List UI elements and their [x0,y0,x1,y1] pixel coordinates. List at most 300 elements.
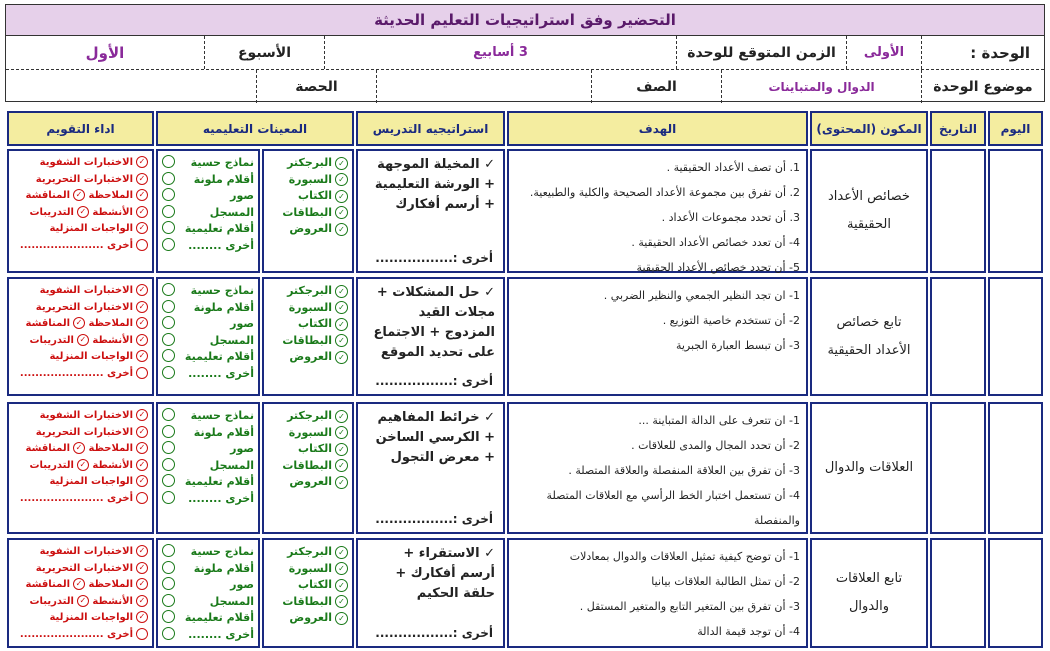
col-strategy: استراتيجيه التدريس [356,111,505,146]
circle-icon [162,610,175,623]
strategy-text: ✓ المخيلة الموجهة + الورشة التعليمية + أرسم أفكارك [374,157,495,212]
check-icon: ✓ [77,459,89,471]
resource-label: العروض [289,222,332,235]
period-value [6,70,256,103]
circle-icon [162,221,175,234]
check-icon: ✓ [73,317,85,329]
circle-icon [162,458,175,471]
duration-value: 3 أسابيع [324,36,676,69]
evaluation-label: التدريبات [29,595,74,607]
check-icon: ✓ [136,334,148,346]
resource-item[interactable] [162,349,254,366]
circle-icon [136,628,148,640]
resource-item[interactable] [268,316,348,333]
resource-item[interactable] [268,408,348,425]
evaluation-cell [7,402,154,534]
check-icon: ✓ [73,442,85,454]
evaluation-label: أخرى ...................... [19,367,133,379]
evaluation-item[interactable] [13,238,148,255]
resource-item[interactable] [162,610,254,627]
check-icon: ✓ [335,579,348,592]
evaluation-label: الواجبات المنزلية [49,223,133,234]
circle-icon [162,238,175,251]
check-icon: ✓ [335,318,348,331]
resource-label: البرجكتر [287,156,332,169]
resource-item[interactable] [162,441,254,458]
check-icon: ✓ [136,545,148,557]
resource-item[interactable] [162,561,254,578]
check-icon: ✓ [136,409,148,421]
circle-icon [162,425,175,438]
resource-label: الكتاب [298,189,332,202]
day-cell[interactable] [988,277,1043,396]
resource-label: البرجكتر [287,284,332,297]
resources-right-cell [262,402,354,534]
evaluation-item[interactable] [13,333,148,350]
evaluation-label: أخرى ...................... [19,492,133,504]
goal-item: 5- أن تحدد خصائص الأعداد الحقيقية [636,261,800,274]
evaluation-item[interactable] [13,594,148,611]
evaluation-label: المناقشة [25,318,71,329]
check-icon: ✓ [335,443,348,456]
check-icon: ✓ [136,206,148,218]
evaluation-item[interactable] [13,408,148,425]
evaluation-label: المناقشة [25,190,71,201]
resource-label: العروض [289,611,332,624]
circle-icon [162,205,175,218]
circle-icon [136,239,148,251]
resource-item[interactable] [268,155,348,172]
check-icon: ✓ [335,285,348,298]
resource-label: صور [230,442,254,455]
resource-item[interactable] [162,283,254,300]
date-cell[interactable] [930,402,986,534]
evaluation-item[interactable] [13,366,148,383]
strategy-cell [356,149,505,273]
resource-item[interactable] [268,333,348,350]
evaluation-item[interactable] [13,221,148,238]
resource-item[interactable] [268,188,348,205]
check-icon: ✓ [136,350,148,362]
day-cell[interactable] [988,538,1043,648]
resource-item[interactable] [162,594,254,611]
goal-item: 1. أن تصف الأعداد الحقيقية . [666,161,800,174]
goal-item: 3. أن تحدد مجموعات الأعداد . [661,211,800,224]
resource-label: أقلام تعليمية [184,350,254,363]
check-icon: ✓ [73,578,85,590]
week-value: الأول [85,43,125,62]
evaluation-item[interactable] [13,205,148,222]
col-goal: الهدف [507,111,808,146]
date-cell[interactable] [930,149,986,273]
evaluation-item[interactable] [13,300,148,317]
resource-label: أخرى ........ [188,627,254,641]
check-icon: ✓ [335,595,348,608]
check-icon: ✓ [136,459,148,471]
class-value [376,70,591,103]
resource-item[interactable] [162,474,254,491]
resources-right-cell [262,538,354,648]
day-cell[interactable] [988,149,1043,273]
evaluation-item[interactable] [13,316,148,333]
evaluation-label: الأنشطة [92,459,133,471]
content-text: تابع خصائص الأعداد الحقيقية [827,314,911,358]
goal-item: 1- أن توضح كيفية تمثيل العلاقات والدوال بمعادلات [569,550,800,563]
resource-item[interactable] [268,594,348,611]
col-content: المكون (المحتوى) [810,111,928,146]
circle-icon [162,155,175,168]
evaluation-item[interactable] [13,458,148,475]
header-row-1 [6,36,1044,70]
date-cell[interactable] [930,277,986,396]
resource-label: أخرى ........ [188,238,254,252]
check-icon: ✓ [136,284,148,296]
resource-label: أقلام تعليمية [184,222,254,235]
resource-item[interactable] [268,172,348,189]
resource-label: صور [230,578,254,591]
resource-label: العروض [289,350,332,363]
col-resources: المعينات التعليميه [156,111,354,146]
check-icon: ✓ [335,562,348,575]
circle-icon [162,333,175,346]
resource-label: صور [230,317,254,330]
header-row-2 [6,70,1044,103]
resource-item[interactable] [268,205,348,222]
content-cell [810,149,928,273]
goal-item: 4- أن توجد قيمة الدالة [697,625,800,638]
unit-label: الوحدة : [921,36,1044,69]
circle-icon [162,441,175,454]
evaluation-item[interactable] [13,627,148,644]
resource-item[interactable] [162,238,254,255]
resource-item[interactable] [162,188,254,205]
week-label: الأسبوع [204,36,324,69]
class-label: الصف [591,70,721,103]
col-date: التاريخ [930,111,986,146]
resource-label: البطاقات [282,333,332,347]
resource-label: أقلام تعليمية [184,475,254,488]
evaluation-item[interactable] [13,561,148,578]
resource-item[interactable] [268,349,348,366]
evaluation-item[interactable] [13,172,148,189]
evaluation-label: الواجبات المنزلية [49,476,133,487]
circle-icon [162,283,175,296]
resource-item[interactable] [268,441,348,458]
strategy-cell [356,402,505,534]
circle-icon [136,492,148,504]
evaluation-label: المناقشة [25,579,71,590]
resource-label: المسجل [209,594,254,608]
evaluation-item[interactable] [13,349,148,366]
content-text: تابع العلاقات والدوال [835,571,903,614]
check-icon: ✓ [335,190,348,203]
resources-left-cell [156,538,260,648]
check-icon: ✓ [136,222,148,234]
resource-item[interactable] [268,300,348,317]
evaluation-label: الاختبارات الشفوية [39,157,133,168]
check-icon: ✓ [136,611,148,623]
check-icon: ✓ [136,156,148,168]
circle-icon [162,366,175,379]
resources-left-cell [156,277,260,396]
resource-item[interactable] [162,458,254,475]
evaluation-label: التدريبات [29,334,74,346]
goal-item: 3- أن تبسط العبارة الجبرية [675,339,800,352]
check-icon: ✓ [136,426,148,438]
resource-label: البرجكتر [287,545,332,558]
other-label: أخرى :................. [375,374,493,388]
resource-item[interactable] [268,425,348,442]
check-icon: ✓ [335,223,348,236]
evaluation-label: التدريبات [29,459,74,471]
resource-label: البرجكتر [287,409,332,422]
check-icon: ✓ [77,334,89,346]
circle-icon [162,627,175,640]
circle-icon [162,408,175,421]
resource-item[interactable] [268,221,348,238]
check-icon: ✓ [335,206,348,219]
evaluation-label: الاختبارات التحريرية [35,301,133,313]
circle-icon [162,474,175,487]
resource-label: السبورة [288,425,332,439]
resource-label: نماذج حسية [190,409,254,422]
resource-label: المسجل [209,205,254,219]
resource-item[interactable] [268,544,348,561]
evaluation-label: التدريبات [29,206,74,218]
check-icon: ✓ [335,173,348,186]
strategy-cell [356,538,505,648]
resource-label: الكتاب [298,442,332,455]
col-evaluation: اداء التقويم [7,111,154,146]
evaluation-label: المناقشة [25,443,71,454]
goal-item: 2- أن تحدد المجال والمدى للعلاقات . [631,439,800,452]
check-icon: ✓ [136,317,148,329]
resources-right-cell [262,149,354,273]
check-icon: ✓ [73,189,85,201]
strategy-text: ✓ الاستقراء + أرسم أفكارك + حلقة الحكيم [395,546,495,601]
resource-label: نماذج حسية [190,156,254,169]
goal-item: 1- ان تجد النظير الجمعي والنظير الضربي . [603,289,800,302]
resource-item[interactable] [162,333,254,350]
resource-label: البطاقات [282,594,332,608]
unit-value: الأولى [846,36,921,69]
evaluation-label: الملاحظة [88,443,133,454]
content-cell [810,538,928,648]
resource-item[interactable] [162,577,254,594]
content-cell [810,277,928,396]
check-icon: ✓ [77,206,89,218]
check-icon: ✓ [77,595,89,607]
other-label: أخرى :................. [375,512,493,526]
goal-item: 2- أن تستخدم خاصية التوزيع . [662,314,800,327]
goal-item: 2- أن تمثل الطالبة العلاقات بيانيا [651,575,800,588]
evaluation-item[interactable] [13,577,148,594]
evaluation-item[interactable] [13,474,148,491]
resource-item[interactable] [162,425,254,442]
check-icon: ✓ [136,475,148,487]
evaluation-label: الواجبات المنزلية [49,612,133,623]
check-icon: ✓ [136,442,148,454]
resource-item[interactable] [162,316,254,333]
resource-item[interactable] [162,544,254,561]
resource-item[interactable] [162,300,254,317]
resource-item[interactable] [162,366,254,383]
evaluation-item[interactable] [13,441,148,458]
resource-label: السبورة [288,300,332,314]
resource-item[interactable] [162,408,254,425]
resource-label: أقلام تعليمية [184,611,254,624]
goal-cell [507,538,808,648]
resource-label: المسجل [209,333,254,347]
resource-label: أقلام ملونة [193,561,254,575]
check-icon: ✓ [136,562,148,574]
goal-item: 3- أن تفرق بين العلاقة المنفصلة والعلاقة المتصلة . [568,464,800,477]
resource-label: الكتاب [298,317,332,330]
resource-item[interactable] [162,172,254,189]
evaluation-cell [7,538,154,648]
circle-icon [136,367,148,379]
check-icon: ✓ [335,546,348,559]
circle-icon [162,188,175,201]
evaluation-label: الاختبارات الشفوية [39,410,133,421]
check-icon: ✓ [335,426,348,439]
check-icon: ✓ [136,189,148,201]
content-text: العلاقات والدوال [824,460,914,475]
evaluation-label: الاختبارات التحريرية [35,562,133,574]
resource-label: أخرى ........ [188,491,254,505]
resource-label: أقلام ملونة [193,172,254,186]
check-icon: ✓ [335,351,348,364]
evaluation-label: أخرى ...................... [19,239,133,251]
goal-item: 4- أن تستعمل اختبار الخط الرأسي مع العلاقات المتصلة والمنفصلة [546,489,800,527]
resource-item[interactable] [268,458,348,475]
evaluation-cell [7,149,154,273]
evaluation-label: الملاحظة [88,318,133,329]
content-text: خصائص الأعداد الحقيقية [828,189,910,232]
evaluation-item[interactable] [13,283,148,300]
topic-label: موضوع الوحدة [921,70,1044,103]
evaluation-label: أخرى ...................... [19,628,133,640]
check-icon: ✓ [136,595,148,607]
resource-label: أقلام ملونة [193,425,254,439]
circle-icon [162,544,175,557]
resource-label: نماذج حسية [190,284,254,297]
resource-item[interactable] [268,474,348,491]
goal-item: 2. أن تفرق بين مجموعة الأعداد الصحيحة والكلية والطبيعية. [529,186,800,199]
resource-label: صور [230,189,254,202]
check-icon: ✓ [335,476,348,489]
evaluation-label: الملاحظة [88,579,133,590]
resource-label: البطاقات [282,458,332,472]
date-cell[interactable] [930,538,986,648]
check-icon: ✓ [136,578,148,590]
resource-item[interactable] [268,577,348,594]
evaluation-label: الأنشطة [92,334,133,346]
resource-item[interactable] [162,205,254,222]
topic-value: الدوال والمتباينات [721,70,921,103]
evaluation-label: الأنشطة [92,595,133,607]
resources-left-cell [156,402,260,534]
evaluation-item[interactable] [13,155,148,172]
evaluation-label: الملاحظة [88,190,133,201]
content-cell [810,402,928,534]
evaluation-item[interactable] [13,544,148,561]
resource-label: نماذج حسية [190,545,254,558]
evaluation-item[interactable] [13,425,148,442]
page-title: التحضير وفق استراتيجيات التعليم الحديثة [6,5,1044,36]
check-icon: ✓ [335,301,348,314]
resources-left-cell [156,149,260,273]
resource-label: السبورة [288,561,332,575]
header-box [5,4,1045,102]
resource-label: أقلام ملونة [193,300,254,314]
evaluation-cell [7,277,154,396]
goal-item: 1- ان تتعرف على الدالة المتباينة ... [638,414,800,427]
check-icon: ✓ [136,173,148,185]
resource-item[interactable] [268,283,348,300]
resource-label: المسجل [209,458,254,472]
resource-item[interactable] [162,221,254,238]
check-icon: ✓ [335,410,348,423]
evaluation-item[interactable] [13,188,148,205]
resource-label: أخرى ........ [188,366,254,380]
evaluation-label: الاختبارات التحريرية [35,426,133,438]
evaluation-label: الأنشطة [92,206,133,218]
other-label: أخرى :................. [375,626,493,640]
check-icon: ✓ [335,334,348,347]
evaluation-label: الواجبات المنزلية [49,351,133,362]
col-day: اليوم [988,111,1043,146]
evaluation-item[interactable] [13,491,148,508]
strategy-text: ✓ خرائط المفاهيم + الكرسي الساخن + معرض التجول [375,410,495,465]
circle-icon [162,594,175,607]
duration-label: الزمن المتوقع للوحدة [676,36,846,69]
circle-icon [162,300,175,313]
resource-item[interactable] [162,491,254,508]
other-label: أخرى :................. [375,251,493,265]
check-icon: ✓ [335,459,348,472]
resource-item[interactable] [162,155,254,172]
evaluation-item[interactable] [13,610,148,627]
goal-cell [507,277,808,396]
period-label: الحصة [256,70,376,103]
goal-cell [507,149,808,273]
strategy-cell [356,277,505,396]
goal-item: 4- أن تعدد خصائص الأعداد الحقيقية . [631,236,800,249]
resource-item[interactable] [268,561,348,578]
check-icon: ✓ [335,612,348,625]
resource-label: البطاقات [282,205,332,219]
resource-item[interactable] [162,627,254,644]
resources-right-cell [262,277,354,396]
circle-icon [162,577,175,590]
resource-label: السبورة [288,172,332,186]
day-cell[interactable] [988,402,1043,534]
evaluation-label: الاختبارات التحريرية [35,173,133,185]
check-icon: ✓ [136,301,148,313]
resource-label: العروض [289,475,332,488]
strategy-text: ✓ حل المشكلات + مجلات القيد المزدوج + الاجتماع على تحديد الموقع [373,285,495,360]
goal-cell [507,402,808,534]
goal-item: 3- أن تفرق بين المتغير التابع والمتغير المستقل . [579,600,800,613]
circle-icon [162,316,175,329]
evaluation-label: الاختبارات الشفوية [39,546,133,557]
resource-item[interactable] [268,610,348,627]
circle-icon [162,491,175,504]
resource-label: الكتاب [298,578,332,591]
circle-icon [162,561,175,574]
check-icon: ✓ [335,157,348,170]
